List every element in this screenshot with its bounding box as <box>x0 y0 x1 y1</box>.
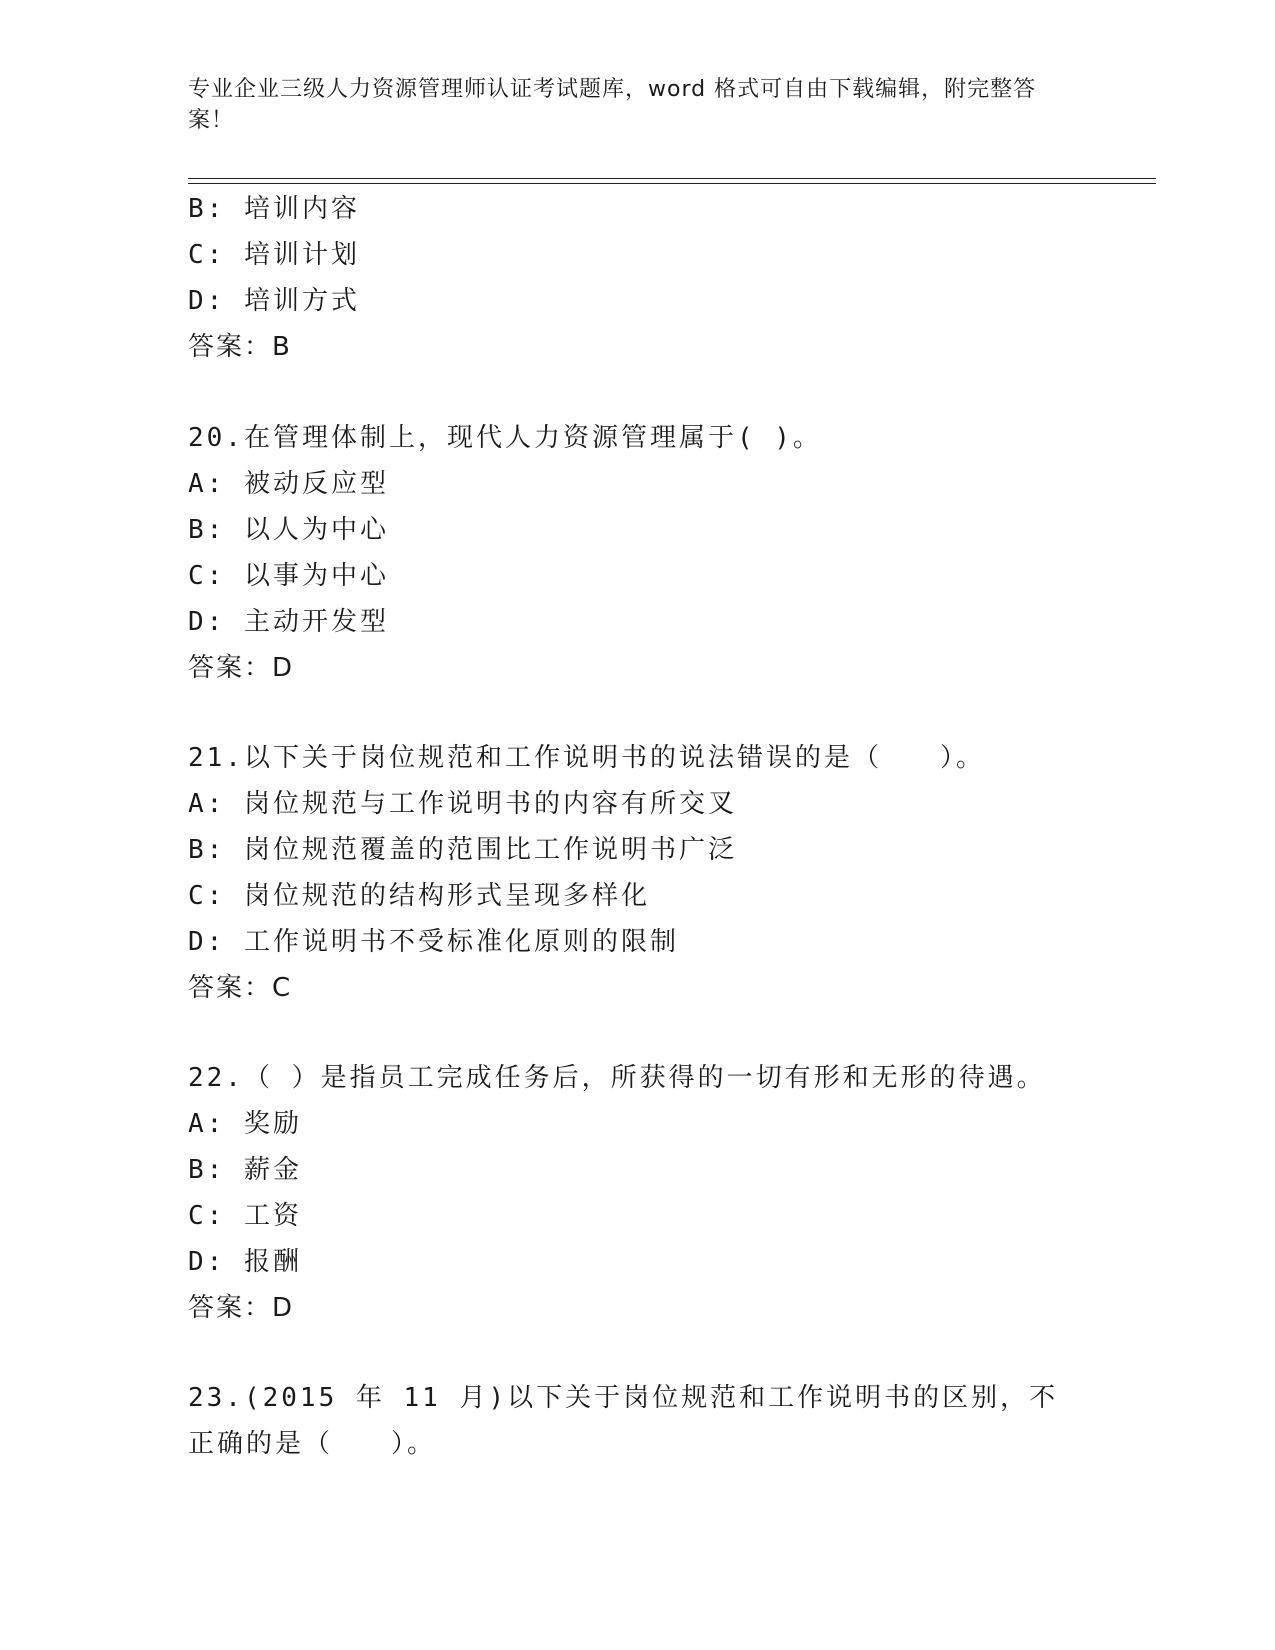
question-21 <box>188 735 1088 1011</box>
question-19-continuation <box>188 186 1088 370</box>
option-c: C: 岗位规范的结构形式呈现多样化 <box>188 881 650 911</box>
option-b: B: 以人为中心 <box>188 515 389 545</box>
answer: 答案：D <box>188 1293 295 1323</box>
option-a: A: 奖励 <box>188 1109 302 1139</box>
answer: 答案：B <box>188 332 292 362</box>
question-stem: 21.以下关于岗位规范和工作说明书的说法错误的是（ ）。 <box>188 743 985 773</box>
option-d: D: 培训方式 <box>188 286 360 316</box>
option-d: D: 工作说明书不受标准化原则的限制 <box>188 927 679 957</box>
option-c: C: 培训计划 <box>188 240 360 270</box>
question-stem: 23.(2015 年 11 月)以下关于岗位规范和工作说明书的区别，不正确的是（ ）。 <box>188 1383 1059 1459</box>
answer: 答案：D <box>188 653 295 683</box>
option-a: A: 岗位规范与工作说明书的内容有所交叉 <box>188 789 737 819</box>
question-stem: 20.在管理体制上，现代人力资源管理属于( )。 <box>188 423 822 453</box>
option-d: D: 报酬 <box>188 1247 302 1277</box>
question-23 <box>188 1375 1088 1459</box>
question-20 <box>188 415 1088 691</box>
header-divider-top <box>188 178 1156 179</box>
question-stem: 22.（ ）是指员工完成任务后，所获得的一切有形和无形的待遇。 <box>188 1063 1046 1093</box>
option-a: A: 被动反应型 <box>188 469 389 499</box>
option-b: B: 培训内容 <box>188 194 360 224</box>
header-divider-bottom <box>188 183 1156 184</box>
question-22 <box>188 1055 1088 1331</box>
option-d: D: 主动开发型 <box>188 607 389 637</box>
option-b: B: 岗位规范覆盖的范围比工作说明书广泛 <box>188 835 737 865</box>
answer: 答案：C <box>188 973 293 1003</box>
option-b: B: 薪金 <box>188 1155 302 1185</box>
document-header: 专业企业三级人力资源管理师认证考试题库，word 格式可自由下载编辑，附完整答案！ <box>188 77 1037 133</box>
option-c: C: 以事为中心 <box>188 561 389 591</box>
option-c: C: 工资 <box>188 1201 302 1231</box>
